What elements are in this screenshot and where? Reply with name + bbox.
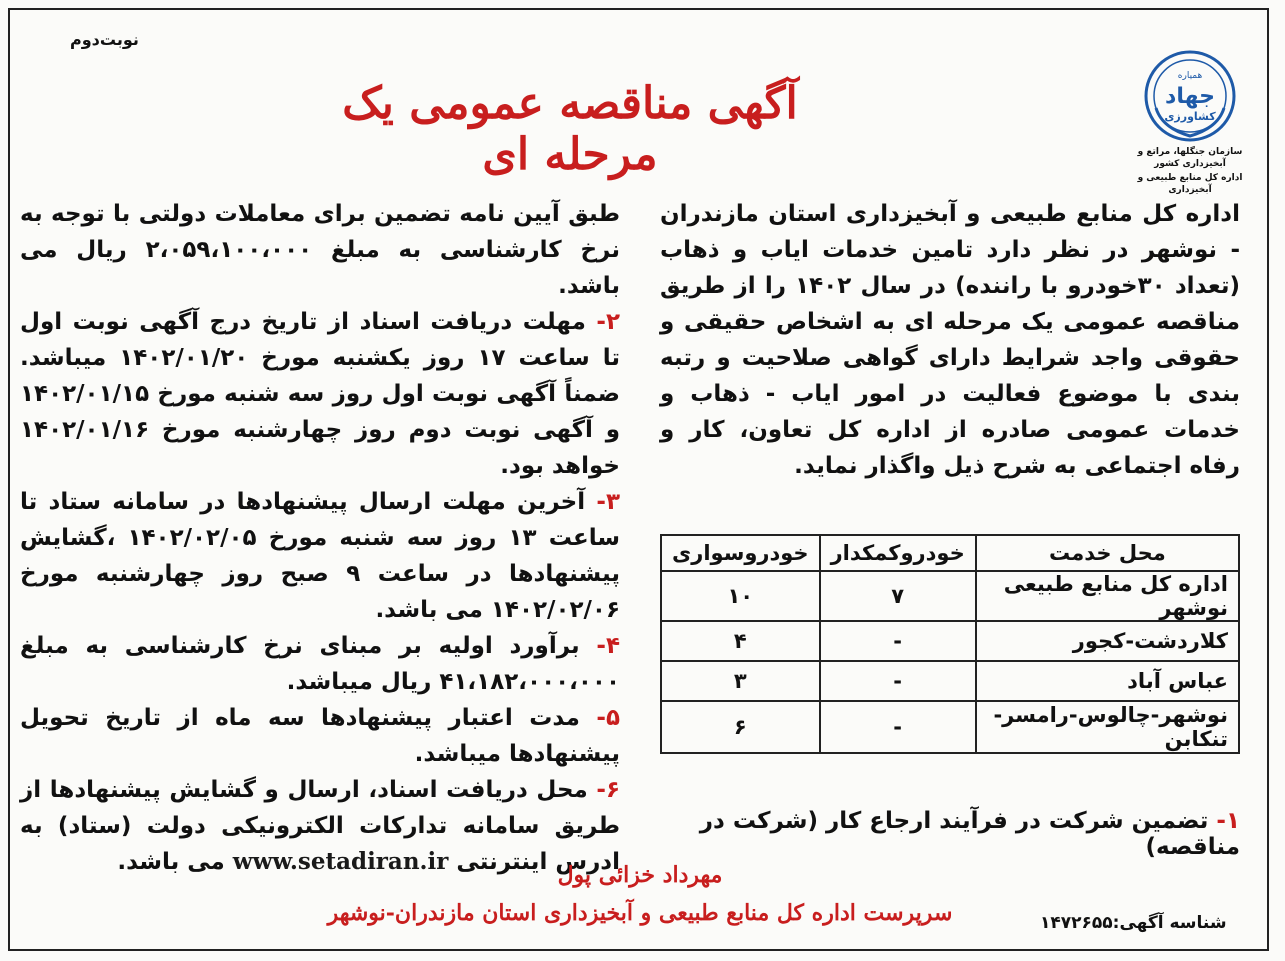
item-6-number: ۶- <box>596 777 620 803</box>
cell-car: ۶ <box>661 701 820 753</box>
table-row <box>661 701 1239 753</box>
item-5 <box>20 700 620 772</box>
cell-assist: - <box>820 621 976 661</box>
intro-text: اداره کل منابع طبیعی و آبخیزداری استان مازندران - نوشهر در نظر دارد تامین خدمات ایاب و ذهاب (تعداد ۳۰خودرو با راننده) در سال ۱۴۰۲ را از طریق مناقصه عمومی یک مرحله ای به اشخاص حقیقی و حقوقی واجد شرایط دارای گواهی صلاحیت و رتبه بندی با موضوع فعالیت در امور ایاب - ذهاب و خدمات عمومی صادره از اداره کل تعاون، کار و رفاه اجتماعی به شرح ذیل واگذار نماید. <box>660 201 1240 479</box>
item-3-text: آخرین مهلت ارسال پیشنهادها در سامانه ستاد تا ساعت ۱۳ روز سه شنبه مورخ ۱۴۰۲/۰۲/۰۵ ،گشایش پیشنهادها در ساعت ۹ صبح روز چهارشنبه مورخ ۱۴۰۲/۰۲/۰۶ می باشد. <box>20 489 621 623</box>
signer-name: مهرداد خزائی پول <box>557 862 723 888</box>
logo-caption-2: اداره کل منابع طبیعی و آبخیزداری <box>1137 173 1243 195</box>
logo-name: جهاد <box>1165 84 1215 109</box>
organization-logo <box>1120 48 1260 198</box>
conditions-column <box>20 196 620 880</box>
item-2-number: ۲- <box>596 309 620 335</box>
ad-title: آگهی مناقصه عمومی یک مرحله ای <box>342 78 798 180</box>
ad-id: شناسه آگهی:۱۴۷۲۶۵۵ <box>1040 913 1227 933</box>
intro-paragraph <box>660 196 1240 484</box>
header-assist-vehicle: خودروکمکدار <box>820 535 976 571</box>
item-1-text: تضمین شرکت در فرآیند ارجاع کار (شرکت در مناقصه) <box>699 808 1240 860</box>
table-row <box>661 571 1239 621</box>
cell-car: ۳ <box>661 661 820 701</box>
logo-caption-1: سازمان جنگلها، مراتع و آبخیزداری کشور <box>1137 147 1243 169</box>
table-header-row <box>661 535 1239 571</box>
item-1-number: ۱- <box>1216 808 1240 834</box>
signer-title: سرپرست اداره کل منابع طبیعی و آبخیزداری استان مازندران-نوشهر <box>327 900 953 926</box>
header-passenger-car: خودروسواری <box>661 535 820 571</box>
item-2 <box>20 304 620 484</box>
logo-small-text: همیاره <box>1177 71 1203 81</box>
item-3 <box>20 484 620 628</box>
service-table <box>660 534 1240 754</box>
item-2-text: مهلت دریافت اسناد از تاریخ درج آگهی نوبت اول تا ساعت ۱۷ روز یکشنبه مورخ ۱۴۰۲/۰۱/۲۰ میباشد. ضمناً آگهی نوبت اول روز سه شنبه مورخ ۱۴۰۲/۰۱/۱۵ و آگهی نوبت دوم روز چهارشنبه مورخ ۱۴۰۲/۰۱/۱۶ خواهد بود. <box>20 309 620 479</box>
item-6-text: محل دریافت اسناد، ارسال و گشایش پیشنهادها از طریق سامانه تدارکات الکترونیکی دولت (ستاد) به ادرس اینترنتی <box>20 777 620 875</box>
round-label: نوبت‌دوم <box>70 30 139 49</box>
item-1-continuation: طبق آیین نامه تضمین برای معاملات دولتی با توجه به نرخ کارشناسی به مبلغ ۲،۰۵۹،۱۰۰،۰۰۰ ریال می باشد. <box>20 201 620 299</box>
cell-place: عباس آباد <box>976 661 1239 701</box>
jihad-logo-icon <box>1142 48 1238 144</box>
cell-assist: - <box>820 661 976 701</box>
item-3-number: ۳- <box>596 489 620 515</box>
item-4-number: ۴- <box>596 633 620 659</box>
table-row <box>661 661 1239 701</box>
item-5-text: مدت اعتبار پیشنهادها سه ماه از تاریخ تحویل پیشنهادها میباشد. <box>20 705 620 767</box>
item-6-tail: می باشد. <box>117 849 225 875</box>
table-row <box>661 621 1239 661</box>
header-place: محل خدمت <box>976 535 1239 571</box>
setad-url-link[interactable]: www.setadiran.ir <box>232 848 449 875</box>
cell-place: نوشهر-چالوس-رامسر-تنکابن <box>976 701 1239 753</box>
cell-car: ۱۰ <box>661 571 820 621</box>
cell-assist: - <box>820 701 976 753</box>
cell-place: اداره کل منابع طبیعی نوشهر <box>976 571 1239 621</box>
item-1 <box>650 808 1240 860</box>
cell-car: ۴ <box>661 621 820 661</box>
item-4-text: برآورد اولیه بر مبنای نرخ کارشناسی به مبلغ ۴۱،۱۸۲،۰۰۰،۰۰۰ ریال میباشد. <box>20 633 620 695</box>
cell-place: کلاردشت-کجور <box>976 621 1239 661</box>
logo-sub: کشاورزی <box>1164 110 1216 123</box>
item-5-number: ۵- <box>596 705 620 731</box>
cell-assist: ۷ <box>820 571 976 621</box>
item-4 <box>20 628 620 700</box>
